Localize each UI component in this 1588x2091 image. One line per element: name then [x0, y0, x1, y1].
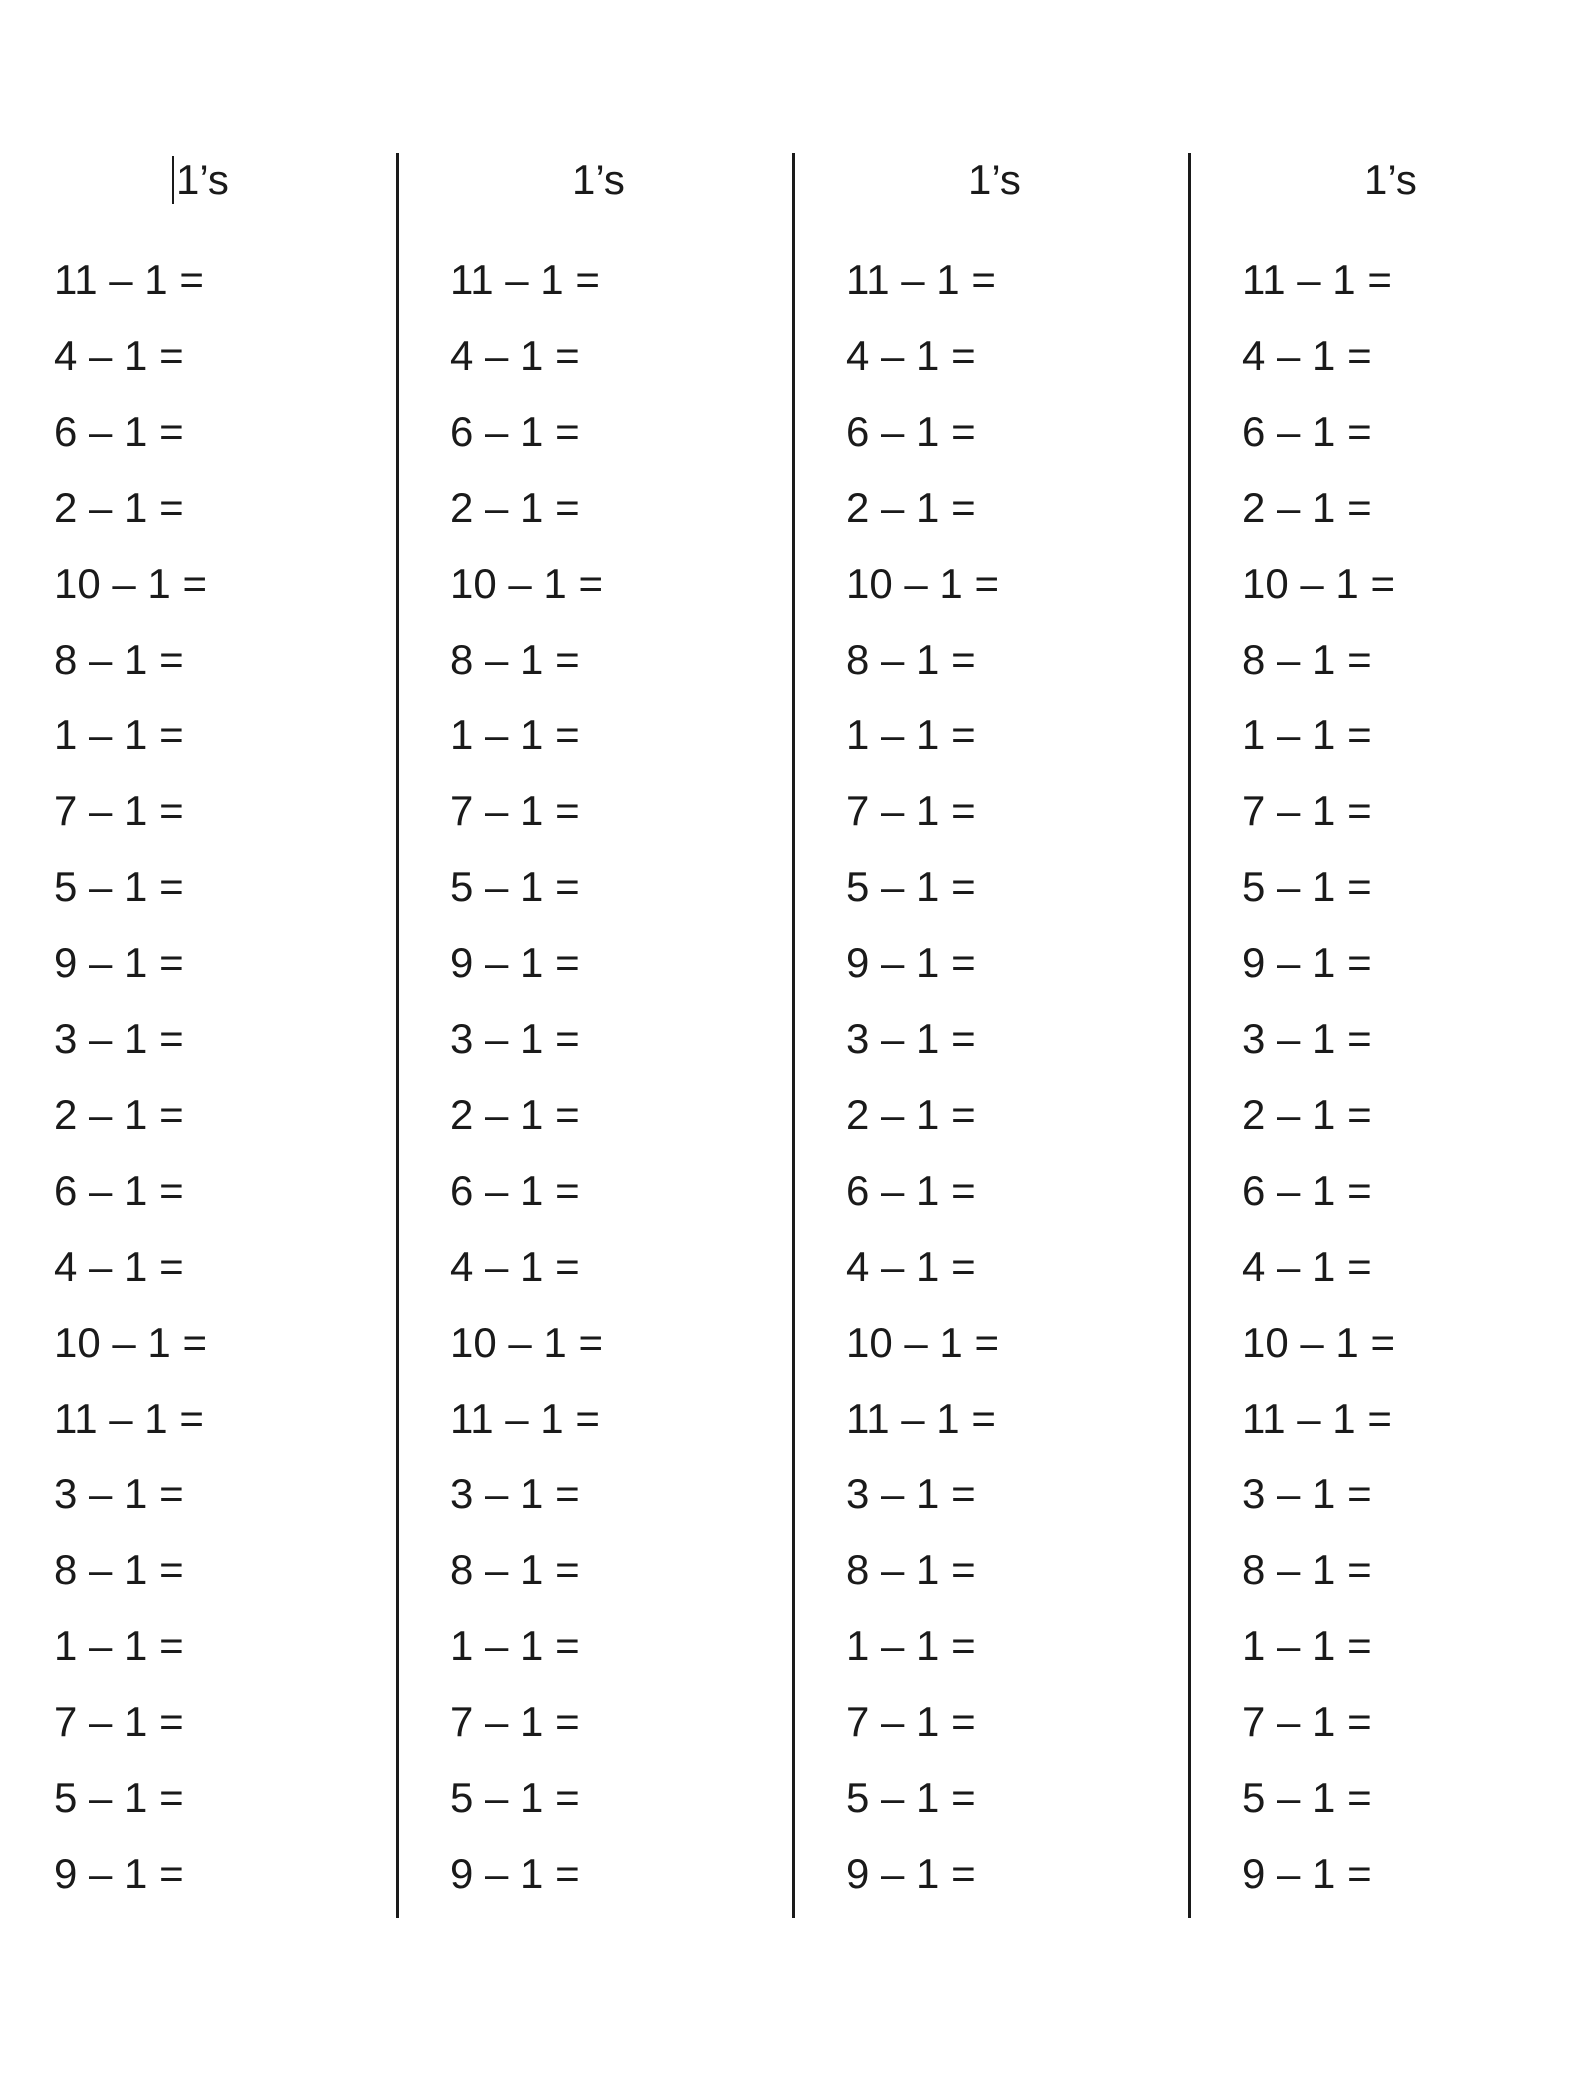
subtraction-problem: 8 – 1 =: [54, 1546, 184, 1593]
subtraction-problem: 5 – 1 =: [1242, 863, 1372, 910]
subtraction-problem: 1 – 1 =: [54, 1622, 184, 1669]
subtraction-problem: 4 – 1 =: [54, 332, 184, 379]
subtraction-problem: 2 – 1 =: [54, 484, 184, 531]
subtraction-problem: 5 – 1 =: [54, 863, 184, 910]
subtraction-problem: 5 – 1 =: [54, 1774, 184, 1821]
column-heading: 1’s: [1364, 156, 1417, 203]
subtraction-problem: 7 – 1 =: [846, 787, 976, 834]
subtraction-problem: 9 – 1 =: [1242, 939, 1372, 986]
subtraction-problem: 4 – 1 =: [846, 1243, 976, 1290]
subtraction-problem: 8 – 1 =: [846, 636, 976, 683]
subtraction-problem: 1 – 1 =: [1242, 1622, 1372, 1669]
subtraction-problem: 11 – 1 =: [1242, 256, 1392, 303]
subtraction-problem: 4 – 1 =: [1242, 332, 1372, 379]
subtraction-problem: 11 – 1 =: [54, 256, 204, 303]
column-heading: 1’s: [176, 156, 229, 203]
subtraction-problem: 7 – 1 =: [450, 1698, 580, 1745]
subtraction-problem: 3 – 1 =: [450, 1470, 580, 1517]
subtraction-problem: 4 – 1 =: [450, 1243, 580, 1290]
subtraction-problem: 3 – 1 =: [846, 1015, 976, 1062]
subtraction-problem: 6 – 1 =: [450, 1167, 580, 1214]
subtraction-problem: 6 – 1 =: [450, 408, 580, 455]
subtraction-problem: 2 – 1 =: [1242, 1091, 1372, 1138]
subtraction-problem: 10 – 1 =: [1242, 560, 1395, 607]
subtraction-problem: 3 – 1 =: [1242, 1470, 1372, 1517]
subtraction-problem: 4 – 1 =: [54, 1243, 184, 1290]
subtraction-problem: 10 – 1 =: [846, 560, 999, 607]
subtraction-problem: 7 – 1 =: [846, 1698, 976, 1745]
subtraction-problem: 8 – 1 =: [450, 1546, 580, 1593]
subtraction-problem: 9 – 1 =: [450, 1850, 580, 1897]
subtraction-problem: 3 – 1 =: [846, 1470, 976, 1517]
subtraction-problem: 6 – 1 =: [54, 408, 184, 455]
subtraction-problem: 6 – 1 =: [1242, 408, 1372, 455]
subtraction-problem: 4 – 1 =: [846, 332, 976, 379]
subtraction-problem: 8 – 1 =: [846, 1546, 976, 1593]
subtraction-problem: 2 – 1 =: [450, 1091, 580, 1138]
subtraction-problem: 2 – 1 =: [846, 1091, 976, 1138]
subtraction-problem: 6 – 1 =: [54, 1167, 184, 1214]
subtraction-problem: 5 – 1 =: [1242, 1774, 1372, 1821]
subtraction-problem: 8 – 1 =: [1242, 636, 1372, 683]
subtraction-problem: 3 – 1 =: [54, 1015, 184, 1062]
subtraction-problem: 2 – 1 =: [54, 1091, 184, 1138]
subtraction-problem: 10 – 1 =: [54, 560, 207, 607]
subtraction-problem: 3 – 1 =: [1242, 1015, 1372, 1062]
subtraction-problem: 1 – 1 =: [450, 1622, 580, 1669]
subtraction-problem: 2 – 1 =: [846, 484, 976, 531]
subtraction-problem: 2 – 1 =: [1242, 484, 1372, 531]
subtraction-problem: 9 – 1 =: [1242, 1850, 1372, 1897]
subtraction-problem: 7 – 1 =: [1242, 787, 1372, 834]
subtraction-problem: 9 – 1 =: [846, 939, 976, 986]
subtraction-problem: 11 – 1 =: [54, 1395, 204, 1442]
subtraction-problem: 1 – 1 =: [1242, 711, 1372, 758]
subtraction-problem: 5 – 1 =: [846, 1774, 976, 1821]
worksheet-column-2: [396, 0, 792, 2091]
subtraction-problem: 1 – 1 =: [54, 711, 184, 758]
subtraction-problem: 6 – 1 =: [1242, 1167, 1372, 1214]
subtraction-problem: 11 – 1 =: [846, 1395, 996, 1442]
subtraction-problem: 8 – 1 =: [54, 636, 184, 683]
subtraction-problem: 9 – 1 =: [846, 1850, 976, 1897]
column-heading: 1’s: [968, 156, 1021, 203]
column-heading: 1’s: [572, 156, 625, 203]
subtraction-problem: 7 – 1 =: [54, 787, 184, 834]
subtraction-problem: 4 – 1 =: [450, 332, 580, 379]
worksheet-column-4: [1188, 0, 1584, 2091]
subtraction-problem: 10 – 1 =: [54, 1319, 207, 1366]
subtraction-problem: 1 – 1 =: [450, 711, 580, 758]
subtraction-problem: 1 – 1 =: [846, 1622, 976, 1669]
subtraction-problem: 11 – 1 =: [846, 256, 996, 303]
subtraction-problem: 3 – 1 =: [450, 1015, 580, 1062]
subtraction-problem: 9 – 1 =: [450, 939, 580, 986]
subtraction-problem: 7 – 1 =: [450, 787, 580, 834]
subtraction-problem: 4 – 1 =: [1242, 1243, 1372, 1290]
subtraction-problem: 5 – 1 =: [450, 1774, 580, 1821]
subtraction-problem: 10 – 1 =: [846, 1319, 999, 1366]
subtraction-problem: 5 – 1 =: [846, 863, 976, 910]
subtraction-problem: 7 – 1 =: [1242, 1698, 1372, 1745]
subtraction-problem: 3 – 1 =: [54, 1470, 184, 1517]
subtraction-problem: 11 – 1 =: [450, 256, 600, 303]
subtraction-problem: 8 – 1 =: [1242, 1546, 1372, 1593]
worksheet-column-3: [792, 0, 1188, 2091]
subtraction-problem: 10 – 1 =: [450, 560, 603, 607]
subtraction-problem: 1 – 1 =: [846, 711, 976, 758]
subtraction-problem: 7 – 1 =: [54, 1698, 184, 1745]
subtraction-problem: 9 – 1 =: [54, 1850, 184, 1897]
subtraction-problem: 8 – 1 =: [450, 636, 580, 683]
subtraction-problem: 6 – 1 =: [846, 408, 976, 455]
subtraction-problem: 10 – 1 =: [1242, 1319, 1395, 1366]
worksheet-column-1: [0, 0, 396, 2091]
subtraction-problem: 5 – 1 =: [450, 863, 580, 910]
subtraction-problem: 9 – 1 =: [54, 939, 184, 986]
subtraction-problem: 11 – 1 =: [1242, 1395, 1392, 1442]
subtraction-problem: 11 – 1 =: [450, 1395, 600, 1442]
subtraction-problem: 2 – 1 =: [450, 484, 580, 531]
subtraction-problem: 6 – 1 =: [846, 1167, 976, 1214]
subtraction-problem: 10 – 1 =: [450, 1319, 603, 1366]
